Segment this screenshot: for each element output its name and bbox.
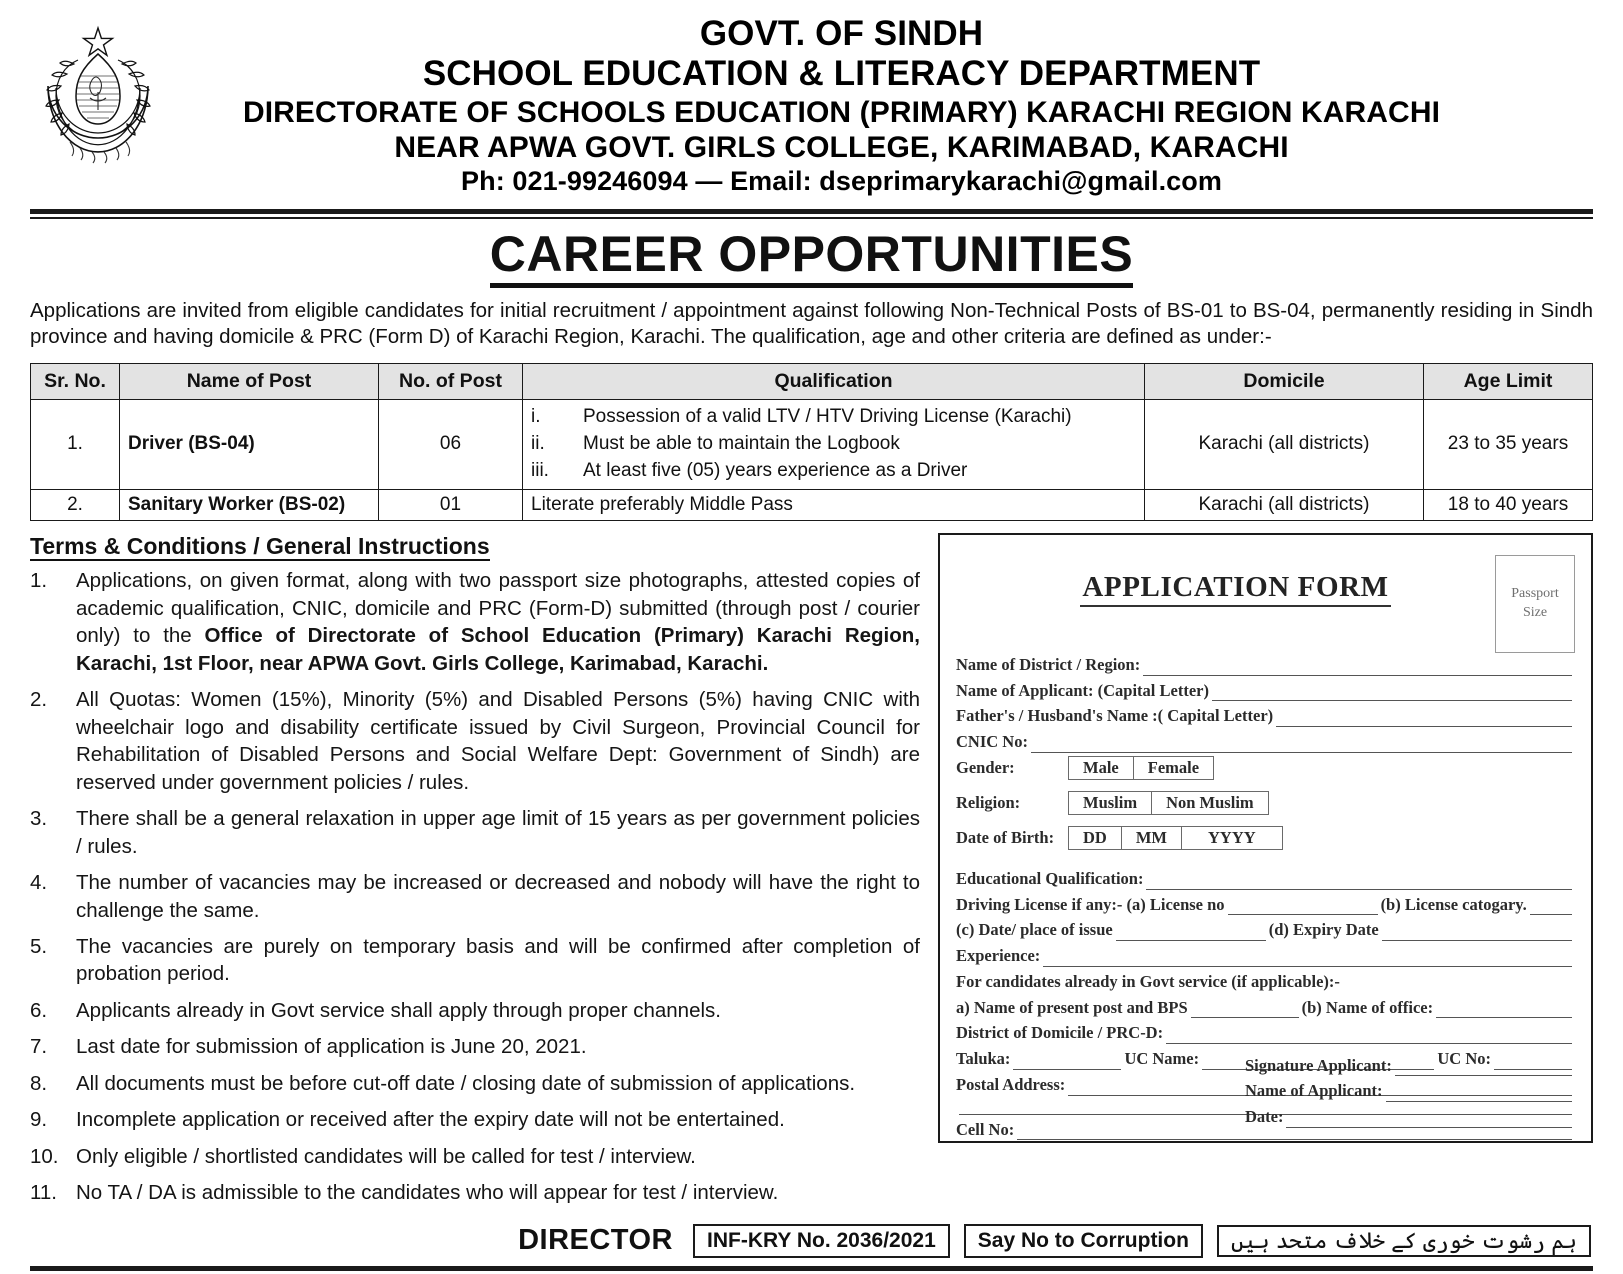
col-header-qualification: Qualification: [523, 364, 1145, 400]
cell-qualification: Literate preferably Middle Pass: [523, 489, 1145, 520]
field-input-line[interactable]: [1146, 874, 1572, 890]
organization-titles: [30, 16, 1593, 195]
field-label: For candidates already in Govt service (if applicable):-: [956, 971, 1340, 991]
field-father-name: [956, 704, 1575, 729]
inf-number-box: INF-KRY No. 2036/2021: [693, 1224, 950, 1258]
term-item: [30, 567, 920, 677]
gender-option-female[interactable]: Female: [1147, 757, 1200, 777]
field-signature-date: [1245, 1105, 1575, 1130]
term-item: [30, 869, 920, 924]
field-input-line[interactable]: [1191, 1002, 1299, 1018]
field-input-line[interactable]: [1276, 711, 1572, 727]
qualification-marker: iii.: [531, 459, 549, 481]
spacer: [956, 817, 1575, 826]
field-input-line[interactable]: [1382, 925, 1572, 941]
qualification-item: [531, 431, 1136, 458]
term-item: [30, 1143, 920, 1170]
footer: [30, 1224, 1593, 1258]
field-label: (b) License catogary.: [1380, 894, 1527, 914]
field-label: Religion:: [956, 792, 1021, 812]
field-input-line[interactable]: [1116, 925, 1266, 941]
field-license-issue: [956, 918, 1575, 943]
content-columns: [30, 533, 1593, 1216]
term-text: Only eligible / shortlisted candidates will be called for test / interview.: [76, 1144, 696, 1168]
table-header-row: [31, 364, 1593, 400]
field-applicant-name: [956, 679, 1575, 704]
cell-sr: 1.: [31, 400, 120, 490]
application-form: [938, 533, 1593, 1143]
cell-qualification: [523, 400, 1145, 490]
term-text: The vacancies are purely on temporary basis and will be confirmed after completion of probation period.: [76, 934, 920, 986]
field-input-line[interactable]: [1228, 899, 1378, 915]
field-input-line[interactable]: [1386, 1086, 1573, 1102]
field-label: Driving License if any:- (a) License no: [956, 894, 1225, 914]
field-label: Date of Birth:: [956, 827, 1055, 847]
field-label: UC Name:: [1124, 1049, 1200, 1069]
term-number: 11.: [30, 1181, 57, 1205]
field-input-line[interactable]: [1031, 737, 1572, 753]
form-title-row: [956, 549, 1575, 653]
term-number: 9.: [30, 1108, 48, 1132]
passport-photo-placeholder: [1495, 555, 1575, 653]
term-number: 3.: [30, 807, 48, 831]
table-row: [31, 489, 1593, 520]
dob-month-box[interactable]: MM: [1122, 827, 1182, 849]
term-number: 4.: [30, 871, 48, 895]
field-label: a) Name of present post and BPS: [956, 997, 1188, 1017]
field-label: Taluka:: [956, 1049, 1011, 1069]
cell-post-count: 06: [379, 400, 523, 490]
dob-day-box[interactable]: DD: [1069, 827, 1122, 849]
field-label: Father's / Husband's Name :( Capital Letter): [956, 706, 1274, 726]
cell-sr: 2.: [31, 489, 120, 520]
dob-option-group: [1068, 826, 1283, 850]
term-text: Applicants already in Govt service shall apply through proper channels.: [76, 998, 721, 1022]
field-input-line[interactable]: [1286, 1112, 1572, 1128]
term-text: Last date for submission of application is June 20, 2021.: [76, 1035, 587, 1059]
term-item: [30, 1106, 920, 1133]
field-label: Gender:: [956, 757, 1015, 777]
qualification-item: [531, 458, 1136, 485]
term-text: There shall be a general relaxation in upper age limit of 15 years as per government policies / rules.: [76, 807, 920, 858]
cell-domicile: Karachi (all districts): [1145, 400, 1424, 490]
terms-list: [30, 567, 920, 1206]
org-contact-line: Ph: 021-99246094 — Email: dseprimarykarachi@gmail.com: [461, 166, 1222, 197]
field-input-line[interactable]: [1013, 1054, 1121, 1070]
cell-post-name: Driver (BS-04): [120, 400, 379, 490]
field-input-line[interactable]: [1143, 660, 1572, 676]
field-input-line[interactable]: [1166, 1028, 1572, 1044]
col-header-domicile: Domicile: [1145, 364, 1424, 400]
field-label: Date:: [1245, 1107, 1284, 1127]
cell-domicile: Karachi (all districts): [1145, 489, 1424, 520]
term-text: All documents must be before cut-off date / closing date of submission of applications.: [76, 1071, 856, 1095]
religion-option-non-muslim[interactable]: Non Muslim: [1166, 792, 1254, 812]
field-label: Cell No:: [956, 1119, 1015, 1139]
field-religion: [956, 791, 1575, 815]
col-header-sr: Sr. No.: [31, 364, 120, 400]
bottom-divider: [30, 1266, 1593, 1271]
dob-year-box[interactable]: YYYY: [1208, 827, 1256, 847]
page-title: CAREER OPPORTUNITIES: [490, 229, 1133, 288]
qualification-text: Possession of a valid LTV / HTV Driving License (Karachi): [583, 406, 1072, 428]
field-label: (b) Name of office:: [1301, 997, 1434, 1017]
religion-option-group: [1068, 791, 1269, 815]
field-label: Experience:: [956, 946, 1041, 966]
term-number: 6.: [30, 998, 48, 1022]
term-item: [30, 1070, 920, 1097]
org-line-2: SCHOOL EDUCATION & LITERACY DEPARTMENT: [422, 54, 1261, 94]
term-text-bold: Office of Directorate of School Education (Primary) Karachi Region, Karachi, 1st Floor, near APWA Govt. Girls College, Karimabad, Karachi.: [76, 624, 920, 675]
field-label: UC No:: [1437, 1049, 1491, 1069]
field-label: CNIC No:: [956, 732, 1028, 752]
cell-age-limit: 23 to 35 years: [1424, 400, 1593, 490]
term-text: All Quotas: Women (15%), Minority (5%) and Disabled Persons (5%) having CNIC with wheelchair logo and disability certificate issued by Civil Surgeon, Provincial Council for Rehabilitation of Disabled Persons and Social Welfare Dept: Government of Sindh) are reserved under government policies / rules.: [76, 688, 920, 794]
qualification-list: [531, 404, 1136, 485]
qualification-item: [531, 404, 1136, 431]
qualification-text: Must be able to maintain the Logbook: [583, 432, 900, 454]
terms-column: [30, 533, 920, 1216]
field-domicile-prc: [956, 1021, 1575, 1046]
org-line-1: GOVT. OF SINDH: [699, 14, 984, 53]
field-label: Name of Applicant:: [1245, 1081, 1383, 1101]
col-header-name: Name of Post: [120, 364, 379, 400]
masthead: [30, 6, 1593, 201]
passport-label-line2: Size: [1522, 604, 1548, 620]
term-number: 7.: [30, 1035, 48, 1059]
table-row: [31, 400, 1593, 490]
col-header-count: No. of Post: [379, 364, 523, 400]
application-form-column: [938, 533, 1593, 1216]
qualification-marker: i.: [531, 406, 541, 428]
qualification-marker: ii.: [531, 432, 545, 454]
posts-table: [30, 363, 1593, 521]
field-label: Name of Applicant: (Capital Letter): [956, 680, 1209, 700]
col-header-age: Age Limit: [1424, 364, 1593, 400]
cell-post-count: 01: [379, 489, 523, 520]
intro-paragraph: Applications are invited from eligible candidates for initial recruitment / appointment against following Non-Technical Posts of BS-01 to BS-04, permanently residing in Sindh province and having domicile & PRC (Form D) of Karachi Region, Karachi. The qualification, age and other criteria are defined as under:-: [30, 298, 1593, 349]
field-driving-license: [956, 893, 1575, 918]
gender-option-group: [1068, 756, 1214, 780]
anti-corruption-slogan-box: Say No to Corruption: [964, 1224, 1203, 1258]
sindh-government-emblem-icon: [34, 14, 162, 184]
field-input-line[interactable]: [1395, 1060, 1572, 1076]
field-input-line[interactable]: [1436, 1002, 1572, 1018]
form-title: APPLICATION FORM: [1080, 549, 1390, 607]
gender-option-male[interactable]: Male: [1069, 757, 1134, 779]
field-signature: [1245, 1054, 1575, 1079]
spacer: [956, 852, 1575, 867]
term-text: [76, 567, 920, 677]
field-experience: [956, 944, 1575, 969]
term-item: [30, 805, 920, 860]
term-item: [30, 686, 920, 796]
field-label: Signature Applicant:: [1245, 1055, 1392, 1075]
field-date-of-birth: [956, 826, 1575, 850]
field-label: Postal Address:: [956, 1074, 1066, 1094]
term-text: Incomplete application or received after the expiry date will not be entertained.: [76, 1108, 785, 1132]
term-number: 1.: [30, 569, 48, 593]
field-signature-name: [1245, 1079, 1575, 1104]
term-number: 2.: [30, 688, 48, 712]
field-district: [956, 653, 1575, 678]
field-input-line[interactable]: [1043, 951, 1572, 967]
term-number: 10.: [30, 1144, 59, 1168]
signature-block: [1245, 1054, 1575, 1131]
term-item: [30, 933, 920, 988]
term-text: No TA / DA is admissible to the candidates who will appear for test / interview.: [76, 1181, 779, 1205]
page-title-wrap: [30, 226, 1593, 288]
field-input-line[interactable]: [1530, 899, 1572, 915]
field-present-post: [956, 996, 1575, 1021]
org-line-3: DIRECTORATE OF SCHOOLS EDUCATION (PRIMARY) KARACHI REGION KARACHI: [242, 95, 1441, 129]
spacer: [956, 782, 1575, 791]
field-label: (c) Date/ place of issue: [956, 920, 1113, 940]
religion-option-muslim[interactable]: Muslim: [1069, 792, 1152, 814]
field-label: District of Domicile / PRC-D:: [956, 1023, 1164, 1043]
field-label: Name of District / Region:: [956, 654, 1141, 674]
term-number: 5.: [30, 934, 48, 958]
field-input-line[interactable]: [1212, 685, 1572, 701]
director-signature-label: DIRECTOR: [518, 1224, 673, 1257]
qualification-text: At least five (05) years experience as a Driver: [583, 459, 968, 481]
cell-age-limit: 18 to 40 years: [1424, 489, 1593, 520]
terms-heading: Terms & Conditions / General Instructions: [30, 533, 490, 561]
passport-label-line1: Passport: [1511, 586, 1559, 602]
header-divider-thick: [30, 209, 1593, 214]
term-text: The number of vacancies may be increased or decreased and nobody will have the right to challenge the same.: [76, 871, 920, 922]
field-cnic: [956, 730, 1575, 755]
term-number: 8.: [30, 1071, 48, 1095]
anti-corruption-slogan-urdu-box: ہم رشوت خوری کے خلاف متحد ہیں: [1217, 1225, 1591, 1257]
field-label: Educational Qualification:: [956, 868, 1144, 888]
field-gender: [956, 756, 1575, 780]
field-label: (d) Expiry Date: [1268, 920, 1379, 940]
term-item: [30, 997, 920, 1024]
field-govt-service-heading: [956, 970, 1575, 995]
term-text-plain: Applications, on given format, along with two passport size photographs, attested copies of academic qualification, CNIC, domicile and PRC (Form-D) submitted (through post / courier only) to the: [76, 569, 920, 648]
term-item: [30, 1179, 920, 1206]
term-item: [30, 1033, 920, 1060]
field-education: [956, 867, 1575, 892]
header-divider-thin: [30, 217, 1593, 219]
org-line-4: NEAR APWA GOVT. GIRLS COLLEGE, KARIMABAD, KARACHI: [394, 130, 1289, 164]
cell-post-name: Sanitary Worker (BS-02): [120, 489, 379, 520]
